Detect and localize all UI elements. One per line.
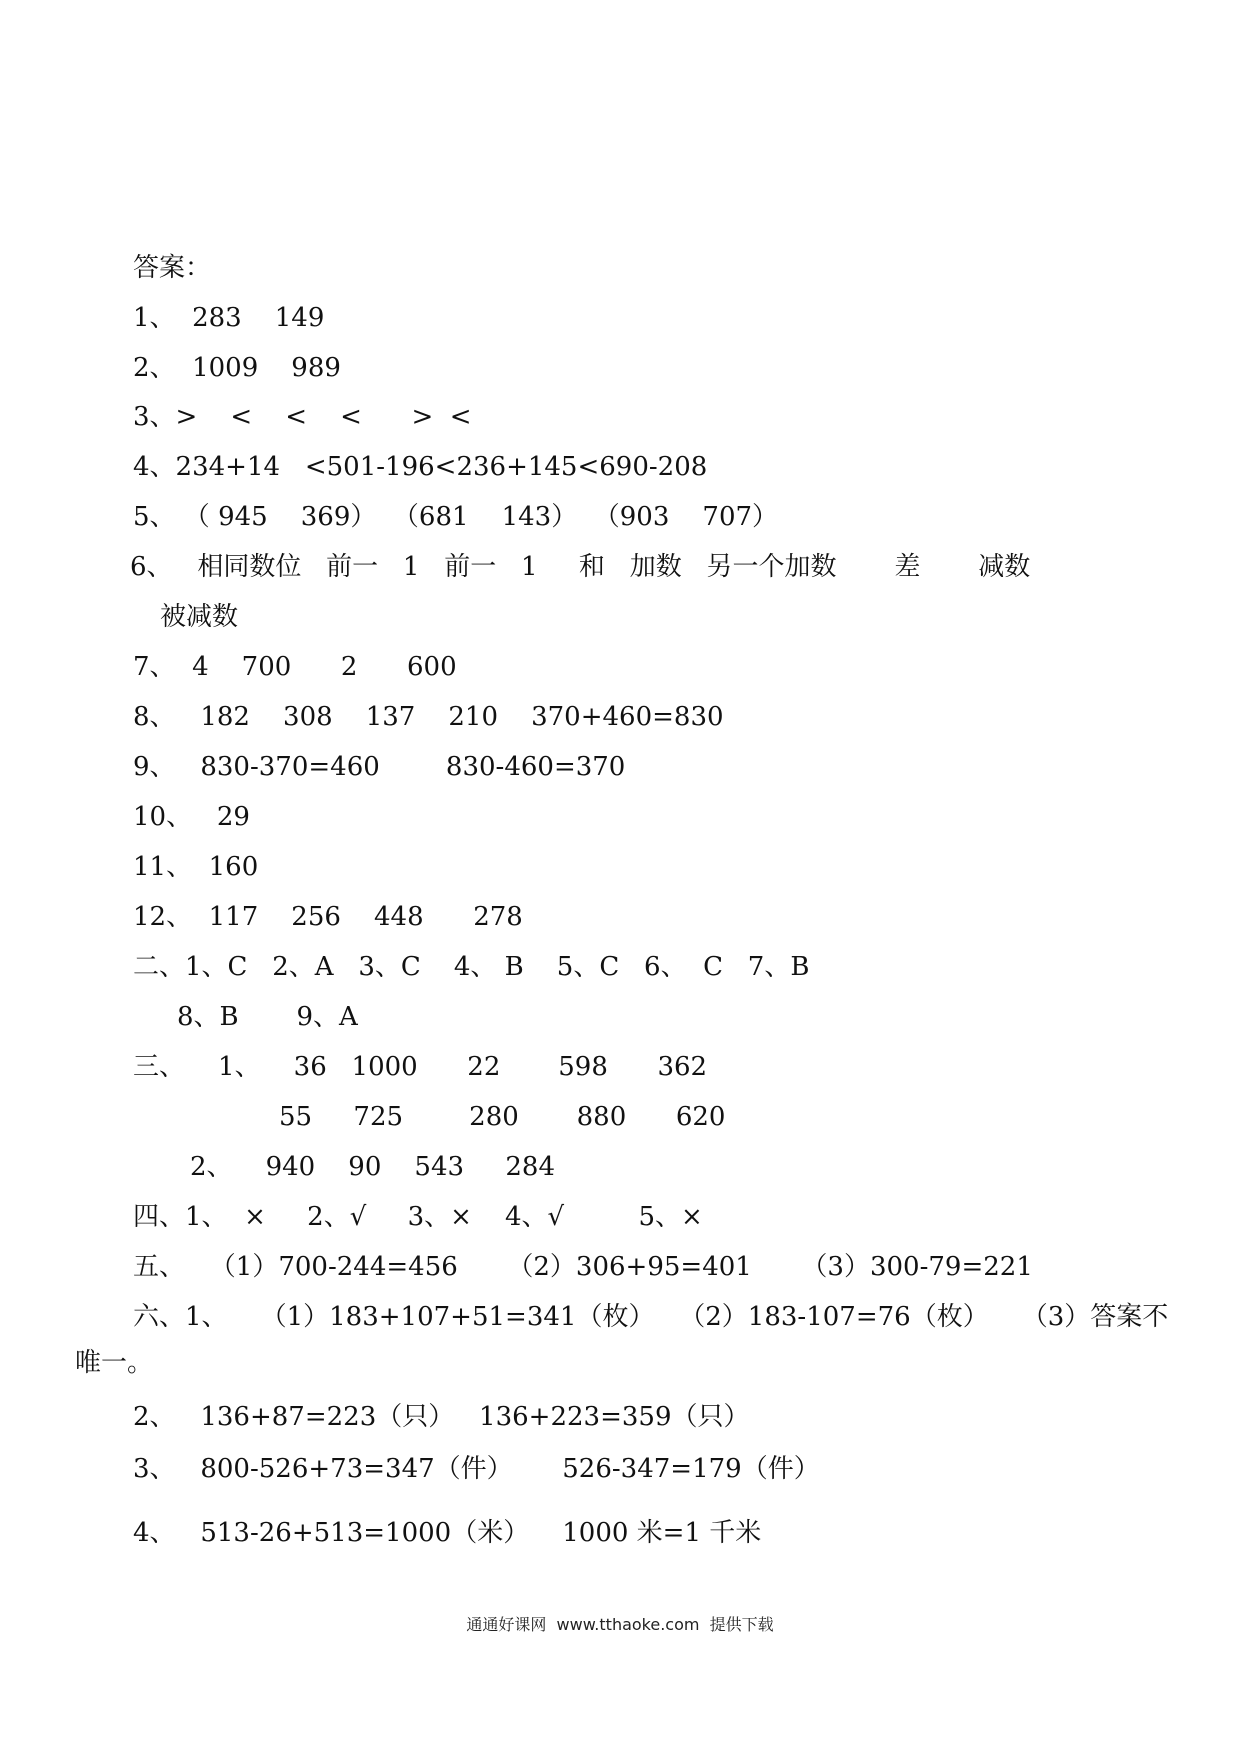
section-4-line: 四、1、 × 2、√ 3、× 4、√ 5、× — [133, 1202, 703, 1232]
section-3-line-2: 55 725 280 880 620 — [279, 1102, 726, 1132]
section-5-line: 五、 （1）700-244=456 （2）306+95=401 （3）300-79=221 — [133, 1252, 1033, 1282]
section-6-line-1: 六、1、 （1）183+107+51=341（枚） （2）183-107=76（枚） （3）答案不 — [133, 1302, 1169, 1332]
answer-line-5: 5、 （ 945 369） （681 143） （903 707） — [133, 502, 779, 532]
answer-line-6-cont: 被减数 — [160, 602, 239, 632]
section-6-line-3: 3、 800-526+73=347（件） 526-347=179（件） — [133, 1454, 820, 1484]
section-2-line-1: 二、1、C 2、A 3、C 4、 B 5、C 6、 C 7、B — [133, 952, 810, 982]
section-6-line-2: 2、 136+87=223（只） 136+223=359（只） — [133, 1402, 750, 1432]
answer-line-7: 7、 4 700 2 600 — [133, 652, 457, 682]
answer-line-8: 8、 182 308 137 210 370+460=830 — [133, 702, 724, 732]
section-6-line-4: 4、 513-26+513=1000（米） 1000 米=1 千米 — [133, 1518, 762, 1548]
answer-line-9: 9、 830-370=460 830-460=370 — [133, 752, 626, 782]
answer-line-2: 2、 1009 989 — [133, 353, 341, 383]
section-6-line-1-cont: 唯一。 — [75, 1348, 154, 1378]
answer-line-11: 11、 160 — [133, 852, 259, 882]
answer-line-6: 6、 相同数位 前一 1 前一 1 和 加数 另一个加数 差 减数 — [130, 552, 1031, 582]
answer-line-10: 10、 29 — [133, 802, 250, 832]
answer-title: 答案： — [133, 253, 212, 283]
page-footer: 通通好课网 www.tthaoke.com 提供下载 — [466, 1615, 774, 1634]
answer-line-1: 1、 283 149 — [133, 303, 325, 333]
section-2-line-2: 8、B 9、A — [177, 1002, 358, 1032]
answer-line-12: 12、 117 256 448 278 — [133, 902, 523, 932]
section-3-line-3: 2、 940 90 543 284 — [190, 1152, 556, 1182]
answer-line-3: 3、> < < < > < — [133, 402, 472, 432]
section-3-line-1: 三、 1、 36 1000 22 598 362 — [133, 1052, 708, 1082]
answer-line-4: 4、234+14 <501-196<236+145<690-208 — [133, 452, 708, 482]
